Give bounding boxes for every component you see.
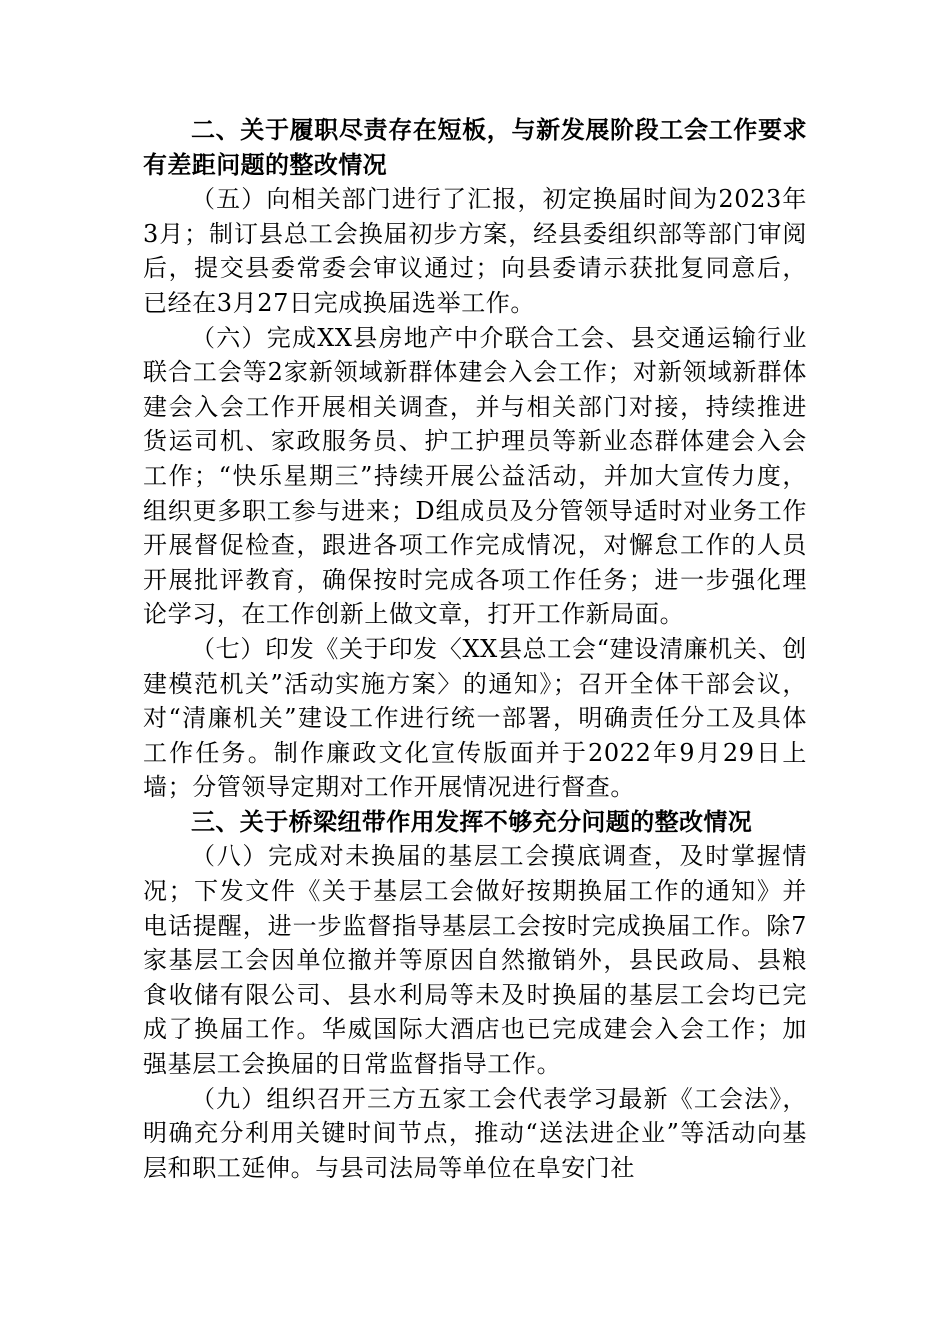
paragraph-9: （九）组织召开三方五家工会代表学习最新《工会法》，明确充分利用关键时间节点，推动“送法进企业”等活动向基层和职工延伸。与县司法局等单位在阜安门社 <box>143 1084 807 1182</box>
paragraph-5: （五）向相关部门进行了汇报，初定换届时间为2023年3月；制订县总工会换届初步方案，经县委组织部等部门审阅后，提交县委常委会审议通过；向县委请示获批复同意后，已经在3月27日完成换届选举工作。 <box>143 185 807 317</box>
paragraph-6: （六）完成XX县房地产中介联合工会、县交通运输行业联合工会等2家新领域新群体建会入会工作；对新领域新群体建会入会工作开展相关调查，并与相关部门对接，持续推进货运司机、家政服务员、护工护理员等新业态群体建会入会工作；“快乐星期三”持续开展公益活动，并加大宣传力度，组织更多职工参与进来；D组成员及分管领导适时对业务工作开展督促检查，跟进各项工作完成情况，对懈怠工作的人员开展批评教育，确保按时完成各项工作任务；进一步强化理论学习，在工作创新上做文章，打开工作新局面。 <box>143 323 807 629</box>
paragraph-8: （八）完成对未换届的基层工会摸底调查，及时掌握情况；下发文件《关于基层工会做好按期换届工作的通知》并电话提醒，进一步监督指导基层工会按时完成换届工作。除7家基层工会因单位撤并等原因自然撤销外，县民政局、县粮食收储有限公司、县水利局等未及时换届的基层工会均已完成了换届工作。华威国际大酒店也已完成建会入会工作；加强基层工会换届的日常监督指导工作。 <box>143 842 807 1079</box>
document-page <box>143 113 807 1185</box>
paragraph-7: （七）印发《关于印发〈XX县总工会“建设清廉机关、创建模范机关”活动实施方案〉的通知》；召开全体干部会议，对“清廉机关”建设工作进行统一部署，明确责任分工及具体工作任务。制作廉政文化宣传版面并于2022年9月29日上墙；分管领导定期对工作开展情况进行督查。 <box>143 634 807 802</box>
section-heading-2: 二、关于履职尽责存在短板，与新发展阶段工会工作要求有差距问题的整改情况 <box>143 116 807 179</box>
section-heading-3: 三、关于桥梁纽带作用发挥不够充分问题的整改情况 <box>191 807 753 836</box>
